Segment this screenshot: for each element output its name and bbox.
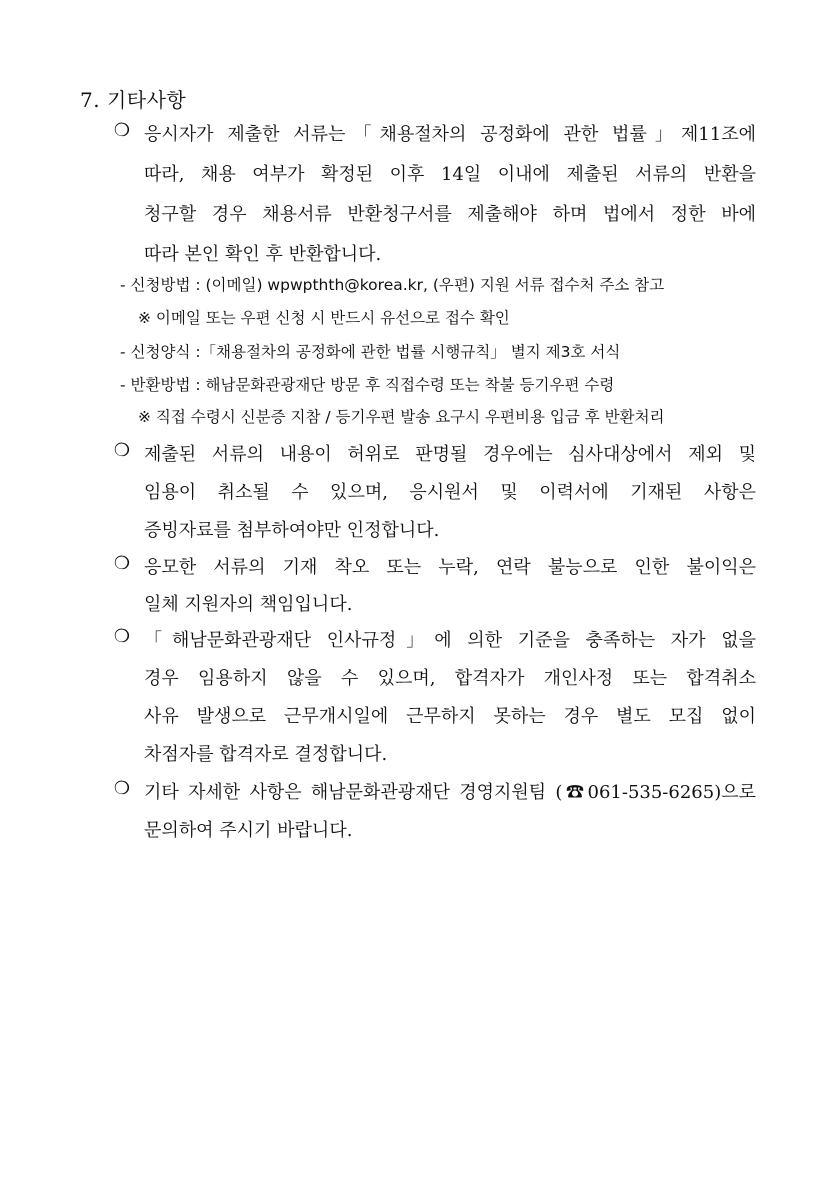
- application-method: - 신청방법 : (이메일) wpwpthth@korea.kr, (우편) 지원 서류 접수처 주소 참고: [120, 276, 665, 294]
- paragraph-line: 증빙자료를 첨부하여야만 인정합니다.: [144, 520, 440, 541]
- paragraph-line: 따라, 채용 여부가 확정된 이후 14일 이내에 제출된 서류의 반환을: [144, 164, 756, 185]
- paragraph-line: 경우 임용하지 않을 수 있으며, 합격자가 개인사정 또는 합격취소: [144, 668, 756, 689]
- paragraph-line: 임용이 취소될 수 있으며, 응시원서 및 이력서에 기재된 사항은: [144, 482, 756, 503]
- circle-bullet-icon: ❍: [113, 778, 131, 799]
- paragraph-line: 응시자가 제출한 서류는「채용절차의 공정화에 관한 법률」제11조에: [144, 124, 756, 145]
- circle-bullet-icon: ❍: [113, 553, 131, 574]
- application-note: ※ 이메일 또는 우편 신청 시 반드시 유선으로 접수 확인: [138, 309, 510, 327]
- section-heading: 7. 기타사항: [80, 88, 187, 112]
- paragraph-line: 기타 자세한 사항은 해남문화관광재단 경영지원팀 (☎061-535-6265)으로: [144, 782, 756, 803]
- return-method: - 반환방법 : 해남문화관광재단 방문 후 직접수령 또는 착불 등기우편 수령: [120, 376, 615, 394]
- paragraph-line: 제출된 서류의 내용이 허위로 판명될 경우에는 심사대상에서 제외 및: [144, 444, 756, 465]
- paragraph-line: 청구할 경우 채용서류 반환청구서를 제출해야 하며 법에서 정한 바에: [144, 204, 756, 225]
- circle-bullet-icon: ❍: [113, 626, 131, 647]
- circle-bullet-icon: ❍: [113, 440, 131, 461]
- paragraph-line: 「해남문화관광재단 인사규정」에 의한 기준을 충족하는 자가 없을: [144, 630, 756, 651]
- paragraph-line: 사유 발생으로 근무개시일에 근무하지 못하는 경우 별도 모집 없이: [144, 706, 756, 727]
- paragraph-line: 문의하여 주시기 바랍니다.: [144, 820, 353, 841]
- paragraph-line: 응모한 서류의 기재 착오 또는 누락, 연락 불능으로 인한 불이익은: [144, 557, 756, 578]
- application-form: - 신청양식 :「채용절차의 공정화에 관한 법률 시행규칙」 별지 제3호 서식: [120, 343, 621, 361]
- return-note: ※ 직접 수령시 신분증 지참 / 등기우편 발송 요구시 우편비용 입금 후 반환처리: [138, 408, 665, 426]
- paragraph-line: 일체 지원자의 책임입니다.: [144, 594, 353, 615]
- paragraph-line: 따라 본인 확인 후 반환합니다.: [144, 244, 382, 265]
- paragraph-line: 차점자를 합격자로 결정합니다.: [144, 744, 388, 765]
- circle-bullet-icon: ❍: [113, 120, 131, 141]
